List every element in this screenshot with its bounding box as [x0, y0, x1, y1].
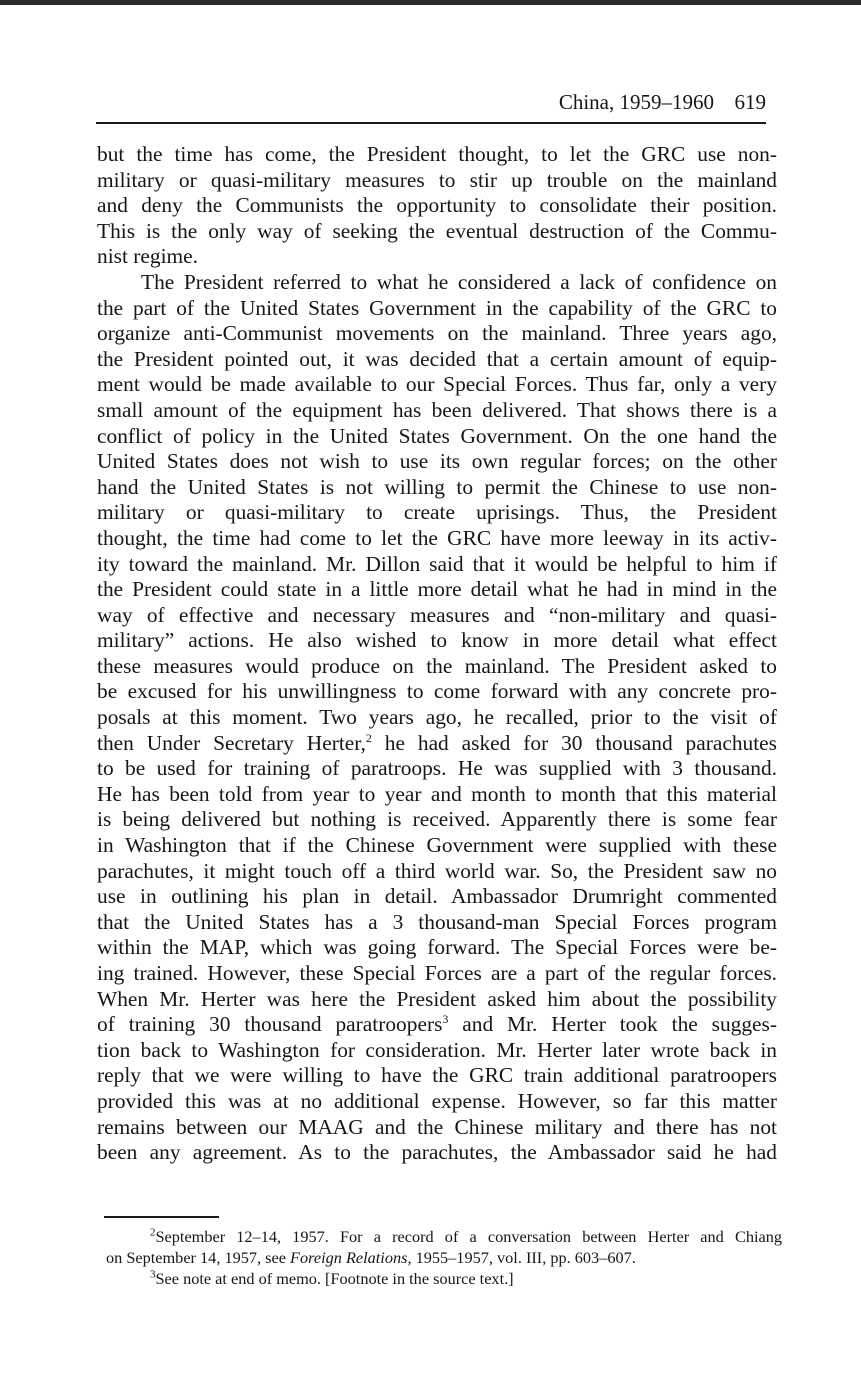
text-line: hand the United States is not willing to permit the Chinese to use non- [97, 474, 777, 499]
text-line: the President pointed out, it was decided that a certain amount of equip- [97, 346, 777, 371]
text-line [97, 731, 777, 757]
text-line: parachutes, it might touch off a third world war. So, the President saw no [97, 858, 777, 883]
page-number: 619 [734, 90, 766, 114]
text-line: conflict of policy in the United States Government. On the one hand the [97, 423, 777, 448]
text-line: military or quasi-military measures to stir up trouble on the mainland [97, 167, 777, 192]
footnote-3-text: See note at end of memo. [Footnote in the source text.] [155, 1269, 514, 1288]
footnote-2-line-2 [106, 1247, 782, 1268]
footnote-ref-3[interactable]: 3 [442, 1012, 449, 1027]
text-line: is being delivered but nothing is received. Apparently there is some fear [97, 807, 777, 832]
text-line: in Washington that if the Chinese Government were supplied with these [97, 833, 777, 858]
text-line: This is the only way of seeking the eventual destruction of the Commu- [97, 218, 777, 243]
text-line: United States does not wish to use its own regular forces; on the other [97, 449, 777, 474]
text-line: ing trained. However, these Special Forces are a part of the regular forces. [97, 961, 777, 985]
paragraph-2 [97, 270, 777, 1166]
text-fragment: then Under Secretary Herter, [97, 730, 366, 755]
footnote-3-number: 3 [150, 1268, 156, 1281]
footnote-2-text: September 12–14, 1957. For a record of a conversation between Herter and Chiang [155, 1227, 782, 1246]
text-line: ity toward the mainland. Mr. Dillon said that it would be helpful to him if [97, 551, 777, 576]
header-rule [96, 122, 766, 124]
footnote-ref-2[interactable]: 2 [365, 730, 372, 745]
text-line: these measures would produce on the mainland. The President asked to [97, 653, 777, 678]
text-line: to be used for training of paratroops. He was supplied with 3 thousand. [97, 756, 777, 781]
text-line: that the United States has a 3 thousand-man Special Forces program [97, 909, 777, 934]
text-line [97, 1012, 777, 1038]
text-line: organize anti-Communist movements on the mainland. Three years ago, [97, 321, 777, 346]
text-line: within the MAP, which was going forward. The Special Forces were be- [97, 935, 777, 960]
text-line: military or quasi-military to create uprisings. Thus, the President [97, 500, 777, 525]
footnote-2-citation: Foreign Relations, [290, 1248, 412, 1267]
text-line: thought, the time had come to let the GRC have more leeway in its activ- [97, 525, 777, 550]
text-fragment: and Mr. Herter took the sugges- [448, 1012, 777, 1037]
text-line: remains between our MAAG and the Chinese military and there has not [97, 1114, 777, 1139]
text-line: nist regime. [97, 244, 198, 269]
footnote-2-line-1 [106, 1226, 782, 1247]
text-line: and deny the Communists the opportunity to consolidate their position. [97, 193, 777, 218]
footnote-2-text: on September 14, 1957, see [106, 1248, 291, 1267]
body-text [97, 142, 777, 1166]
text-line: the President could state in a little more detail what he had in mind in the [97, 577, 777, 602]
text-fragment: he had asked for 30 thousand parachutes [371, 730, 777, 755]
text-line: The President referred to what he considered a lack of confidence on [141, 269, 777, 294]
footnote-2-text: 1955–1957, vol. III, pp. 603–607. [411, 1248, 636, 1267]
text-line: been any agreement. As to the parachutes, the Ambassador said he had [97, 1140, 777, 1165]
footnote-3 [106, 1268, 782, 1289]
footnote-2-number: 2 [150, 1226, 156, 1239]
text-line: provided this was at no additional expense. However, so far this matter [97, 1088, 777, 1113]
text-line: way of effective and necessary measures and “non-military and quasi- [97, 602, 777, 627]
text-line: but the time has come, the President thought, to let the GRC use non- [97, 142, 777, 166]
text-line: be excused for his unwillingness to come forward with any concrete pro- [97, 679, 777, 704]
text-line: reply that we were willing to have the GRC train additional paratroopers [97, 1063, 777, 1088]
text-line: posals at this moment. Two years ago, he recalled, prior to the visit of [97, 705, 777, 730]
running-head: China, 1959–1960 [558, 90, 714, 114]
text-line: the part of the United States Government in the capability of the GRC to [97, 295, 777, 320]
text-line: When Mr. Herter was here the President asked him about the possibility [97, 986, 777, 1011]
text-line: He has been told from year to year and month to month that this material [97, 781, 777, 806]
footnotes [106, 1226, 782, 1289]
text-line: tion back to Washington for consideration. Mr. Herter later wrote back in [97, 1037, 777, 1062]
scan-edge [0, 0, 861, 5]
text-line: ment would be made available to our Special Forces. Thus far, only a very [97, 372, 777, 397]
text-fragment: of training 30 thousand paratroopers [97, 1012, 443, 1037]
text-line: use in outlining his plan in detail. Ambassador Drumright commented [97, 884, 777, 909]
page-header [96, 90, 766, 120]
footnote-rule [104, 1216, 219, 1218]
paragraph-1 [97, 142, 777, 270]
text-line: small amount of the equipment has been delivered. That shows there is a [97, 397, 777, 422]
text-line: military” actions. He also wished to know in more detail what effect [97, 628, 777, 653]
